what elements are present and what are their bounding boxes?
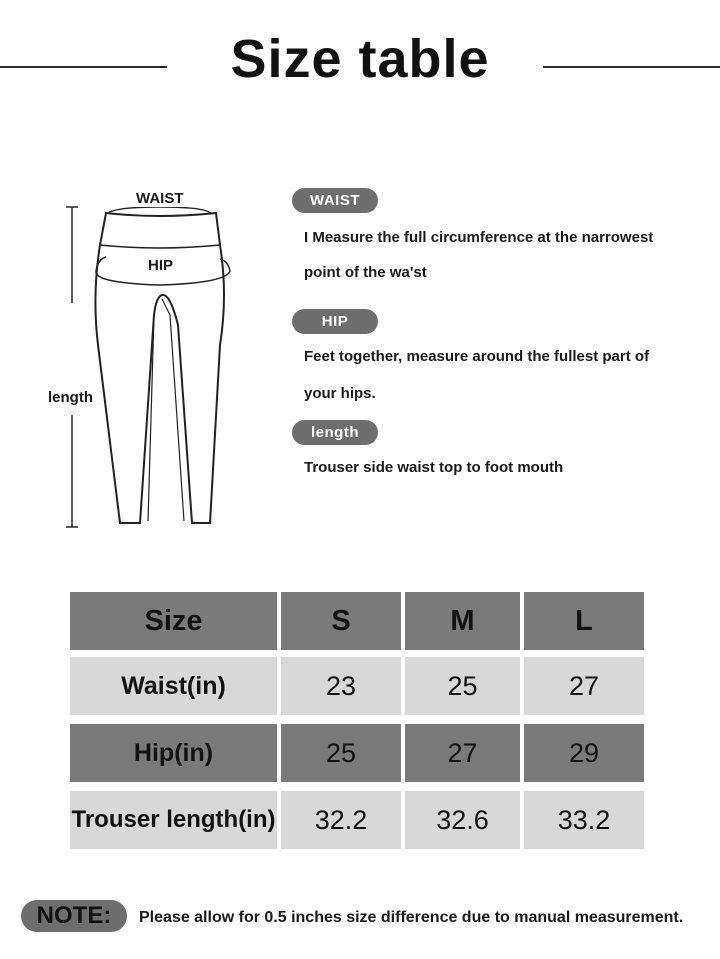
table-header-s: S [281, 592, 401, 650]
leggings-diagram [40, 185, 260, 535]
waist-desc-line-2: point of the wa'st [304, 264, 427, 281]
table-cell-hip-s: 25 [281, 724, 401, 782]
table-header-size: Size [70, 592, 277, 650]
table-cell-length-s: 32.2 [281, 791, 401, 849]
table-header-m: M [405, 592, 520, 650]
table-cell-hip-l: 29 [524, 724, 644, 782]
table-cell-waist-m: 25 [405, 657, 520, 715]
hip-tag: HIP [292, 309, 378, 334]
table-row-label-hip: Hip(in) [70, 724, 277, 782]
length-desc-line-1: Trouser side waist top to foot mouth [304, 459, 564, 476]
diagram-hip-label: HIP [148, 257, 174, 274]
waist-desc-line-1: I Measure the full circumference at the narrowest [304, 229, 654, 246]
table-cell-waist-l: 27 [524, 657, 644, 715]
note-badge: NOTE: [21, 900, 127, 932]
waist-tag: WAIST [292, 188, 378, 213]
diagram-waist-label: WAIST [136, 190, 184, 207]
hip-desc-line-2: your hips. [304, 385, 376, 402]
table-cell-hip-m: 27 [405, 724, 520, 782]
note-text: Please allow for 0.5 inches size difference due to manual measurement. [139, 909, 684, 926]
table-cell-length-m: 32.6 [405, 791, 520, 849]
table-cell-waist-s: 23 [281, 657, 401, 715]
table-header-l: L [524, 592, 644, 650]
table-row-label-waist: Waist(in) [70, 657, 277, 715]
length-tag: length [292, 420, 378, 445]
table-row-label-trouser-length: Trouser length(in) [70, 791, 277, 849]
page-title: Size table [230, 29, 490, 89]
hip-desc-line-1: Feet together, measure around the fullest part of [304, 348, 650, 365]
table-cell-length-l: 33.2 [524, 791, 644, 849]
diagram-length-label: length [48, 389, 93, 406]
